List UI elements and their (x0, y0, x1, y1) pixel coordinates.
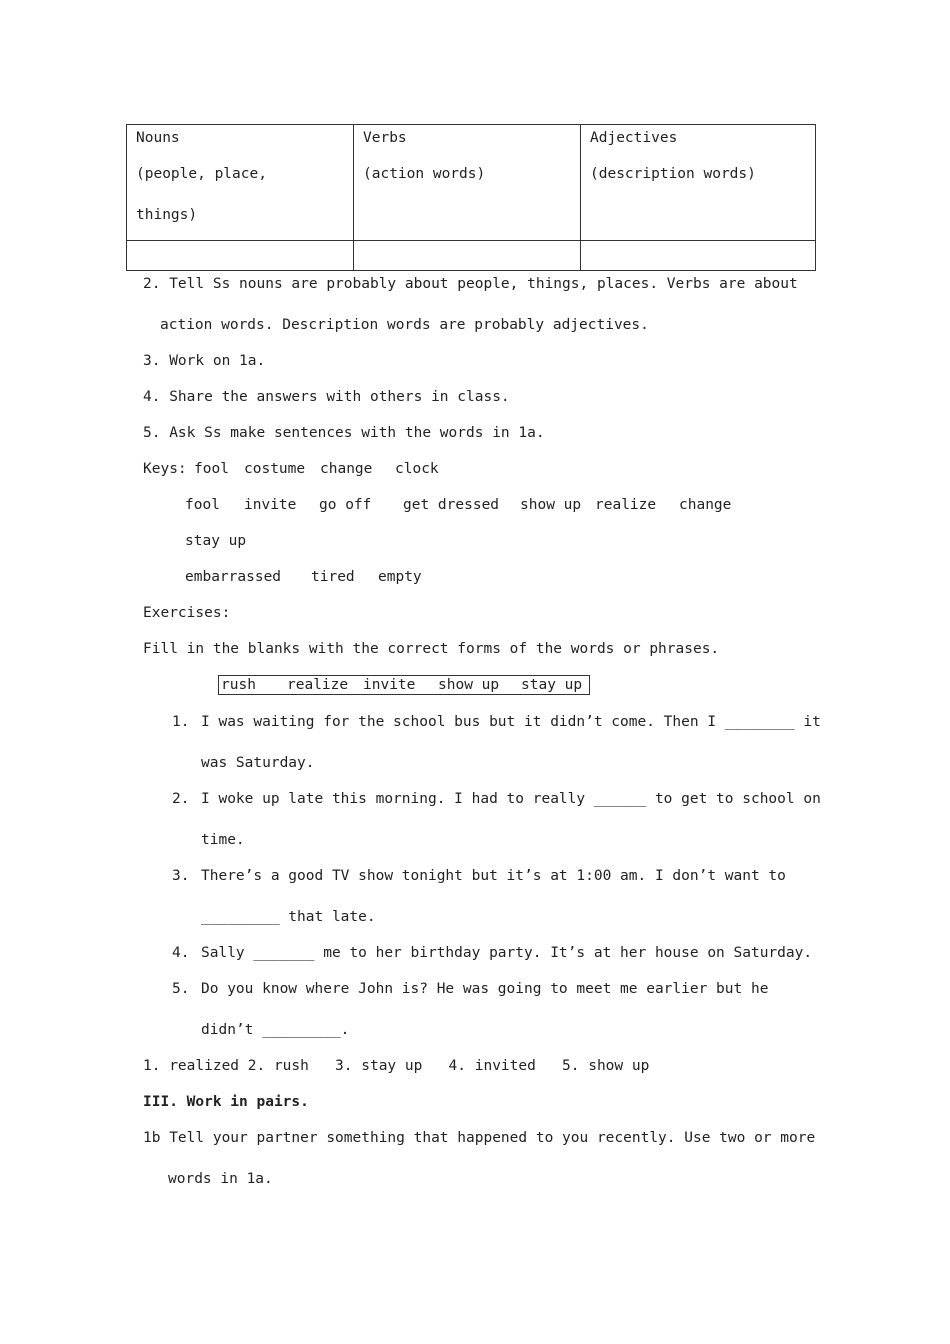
step-3: 3. Work on 1a. (143, 353, 266, 369)
nouns-desc-line1: (people, place, (136, 166, 267, 182)
key-adjective: tired (311, 569, 355, 585)
exercise-number: 1. (172, 714, 190, 730)
word-bank-item: invite (363, 677, 416, 693)
step-4: 4. Share the answers with others in class. (143, 389, 510, 405)
exercise-text: time. (201, 832, 245, 848)
section-3-task-line1: 1b Tell your partner something that happened to you recently. Use two or more (143, 1130, 816, 1146)
verbs-desc: (action words) (363, 166, 486, 182)
word-bank-item: rush (221, 677, 256, 693)
exercise-number: 3. (172, 868, 190, 884)
exercise-number: 4. (172, 945, 190, 961)
exercise-text: I was waiting for the school bus but it didn’t come. Then I ________ it (201, 714, 821, 730)
exercises-instruction: Fill in the blanks with the correct forms of the words or phrases. (143, 641, 720, 657)
step-2-line1: 2. Tell Ss nouns are probably about people, things, places. Verbs are about (143, 276, 798, 292)
key-adjective: embarrassed (185, 569, 282, 585)
section-3-task-line2: words in 1a. (168, 1171, 273, 1187)
nouns-answer-cell (127, 241, 354, 271)
keys-label: Keys: (143, 461, 187, 477)
nouns-column-header (127, 125, 354, 241)
exercise-text: There’s a good TV show tonight but it’s at 1:00 am. I don’t want to (201, 868, 786, 884)
key-noun: fool (194, 461, 229, 477)
key-adjective: empty (378, 569, 422, 585)
word-bank-item: show up (438, 677, 500, 693)
key-noun: change (320, 461, 373, 477)
key-verb: show up (520, 497, 582, 513)
key-verb: get dressed (403, 497, 500, 513)
step-5: 5. Ask Ss make sentences with the words in 1a. (143, 425, 545, 441)
table-empty-row (127, 241, 816, 271)
key-verb: stay up (185, 533, 247, 549)
exercise-text: didn’t _________. (201, 1022, 350, 1038)
adjectives-desc: (description words) (590, 166, 756, 182)
key-verb: change (679, 497, 732, 513)
exercise-text: _________ that late. (201, 909, 376, 925)
step-2-line2: action words. Description words are probably adjectives. (160, 317, 649, 333)
key-verb: realize (595, 497, 657, 513)
exercise-text: I woke up late this morning. I had to really ______ to get to school on (201, 791, 821, 807)
section-3-heading: III. Work in pairs. (143, 1094, 309, 1110)
nouns-title: Nouns (136, 130, 180, 146)
adjectives-column-header (581, 125, 816, 241)
exercise-text: Do you know where John is? He was going to meet me earlier but he (201, 981, 769, 997)
verbs-column-header (354, 125, 581, 241)
word-category-table (126, 124, 816, 271)
word-bank-item: realize (287, 677, 349, 693)
adjectives-title: Adjectives (590, 130, 678, 146)
verbs-title: Verbs (363, 130, 407, 146)
word-bank-item: stay up (521, 677, 583, 693)
key-noun: costume (244, 461, 306, 477)
table-header-row (127, 125, 816, 241)
nouns-desc-line2: things) (136, 207, 198, 223)
exercise-number: 2. (172, 791, 190, 807)
key-verb: invite (244, 497, 297, 513)
key-verb: go off (319, 497, 372, 513)
exercise-text: Sally _______ me to her birthday party. It’s at her house on Saturday. (201, 945, 813, 961)
exercise-number: 5. (172, 981, 190, 997)
verbs-answer-cell (354, 241, 581, 271)
key-noun: clock (395, 461, 439, 477)
key-verb: fool (185, 497, 220, 513)
exercise-text: was Saturday. (201, 755, 315, 771)
exercises-heading: Exercises: (143, 605, 231, 621)
adjectives-answer-cell (581, 241, 816, 271)
exercise-answers: 1. realized 2. rush 3. stay up 4. invited 5. show up (143, 1058, 650, 1074)
